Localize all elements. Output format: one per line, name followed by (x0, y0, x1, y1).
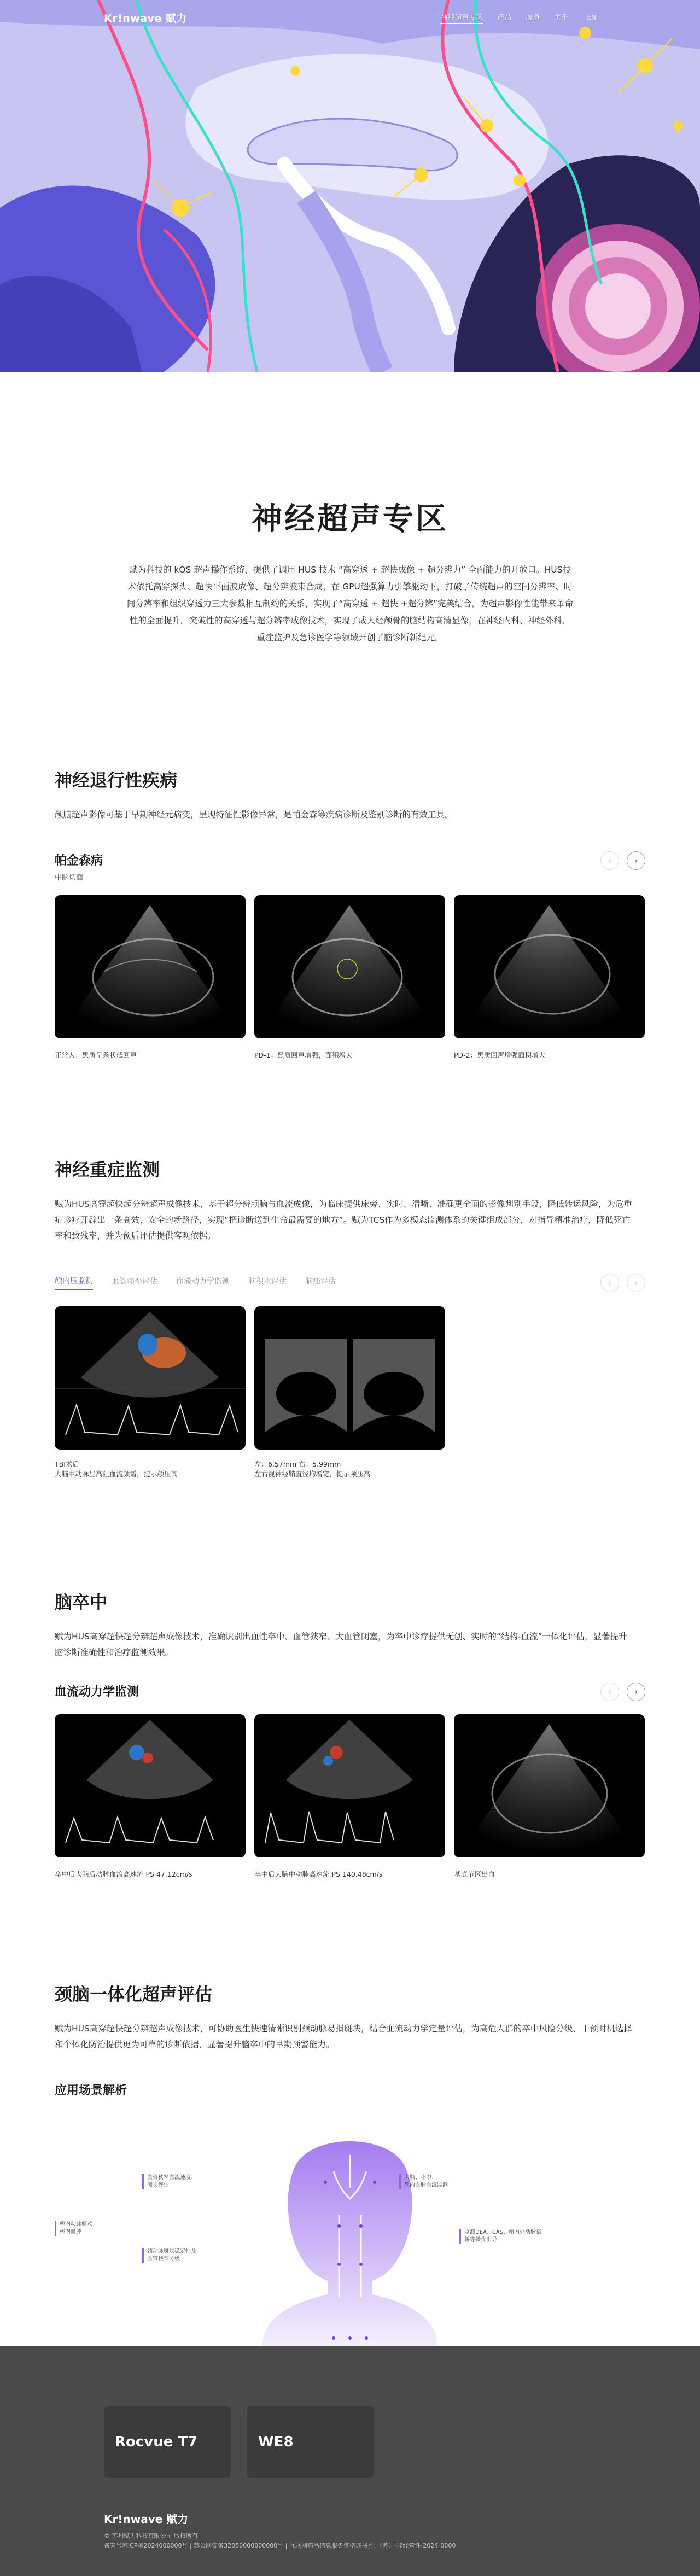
image-caption: 卒中后大脑后动脉血流高速流 PS 47.12cm/s (55, 1870, 192, 1878)
prev-arrow-icon[interactable]: ‹ (600, 1683, 619, 1701)
tab-bar (55, 1274, 645, 1292)
scenario-title: 应用场景解析 (55, 2084, 127, 2098)
scenario-label: 大脑、小中、 颅内血肿血流监测 (399, 2174, 448, 2189)
gallery-card[interactable] (55, 1714, 246, 1879)
ultrasound-image (55, 1714, 246, 1857)
nav-item-neuro[interactable]: 神经超声专区 (440, 11, 483, 24)
gallery-card[interactable] (254, 1714, 445, 1879)
gallery-card[interactable] (254, 895, 445, 1060)
product-name: Rocvue T7 (115, 2434, 198, 2450)
gallery-header (55, 1683, 645, 1701)
scenario-label: 血管狭窄血流速度、 侧支评估 (142, 2174, 196, 2189)
section-desc: 颅脑超声影像可基于早期神经元病变，呈现特征性影像异常，是帕金森等疾病诊断及鉴别诊断的有效工具。 (55, 810, 453, 820)
critical-section (55, 1060, 645, 1479)
nav-item-services[interactable]: 服务 (526, 13, 540, 22)
nav-item-products[interactable]: 产品 (497, 13, 512, 22)
ultrasound-image (454, 1714, 645, 1857)
neuro-section (55, 712, 645, 1060)
prev-arrow-icon[interactable]: ‹ (600, 1274, 619, 1292)
section-desc: 赋为HUS高穿超快超分辨超声成像技术，可协助医生快速清晰识别颈动脉易损斑块，结合血流动力学定量评估，为高危人群的卒中风险分级、干预时机选择和个体化防治提供更为可靠的诊断依据，显著提升脑卒中的早期预警能力。 (55, 2024, 632, 2049)
intro-section (0, 372, 700, 712)
scenario-label: 颅内动脉瘤及 颅内血肿 (55, 2221, 92, 2236)
image-caption: 左：6.57mm 右：5.99mm 左右视神经鞘直径均增宽，提示颅压高 (254, 1460, 371, 1478)
image-gallery (55, 1306, 645, 1479)
hero-banner (0, 0, 700, 372)
section-title: 神经重症监测 (55, 1159, 160, 1180)
tab-hydrocephalus[interactable]: 脑积水评估 (248, 1277, 287, 1286)
image-caption: 卒中后大脑中动脉高速流 PS 140.48cm/s (254, 1870, 383, 1878)
footer (0, 2346, 700, 2576)
product-card-rocvue[interactable] (104, 2406, 231, 2478)
application-scenario-diagram (55, 2122, 645, 2346)
scenario-header (55, 2081, 645, 2098)
ultrasound-image (254, 1306, 445, 1450)
top-navigation (0, 0, 700, 35)
tab-hemodynamics[interactable]: 血流动力学监测 (176, 1277, 230, 1286)
ultrasound-image (55, 1306, 246, 1450)
gallery-card[interactable] (454, 1714, 645, 1879)
section-title: 脑卒中 (55, 1592, 108, 1613)
gallery-card[interactable] (55, 895, 246, 1060)
gallery-subtitle: 中脑切面 (55, 874, 84, 882)
image-gallery (55, 895, 645, 1060)
footer-logo[interactable]: Kr!nwave 赋力 (104, 2513, 189, 2526)
scenario-label: 颈动脉斑块稳定性及 血管狭窄分级 (142, 2248, 196, 2263)
page-title: 神经超声专区 (252, 501, 448, 537)
ultrasound-image (55, 895, 246, 1038)
next-arrow-icon[interactable]: › (627, 1274, 645, 1292)
language-switch[interactable]: EN (587, 14, 596, 21)
image-gallery (55, 1714, 645, 1879)
brain-illustration (0, 0, 700, 372)
product-card-we8[interactable] (247, 2406, 374, 2478)
gallery-title: 血流动力学监测 (55, 1685, 139, 1699)
nav-menu (440, 11, 568, 24)
brand-logo[interactable]: Kr!nwave 赋力 (104, 12, 188, 25)
gallery-title: 帕金森病 (55, 854, 103, 868)
gallery-card[interactable] (454, 895, 645, 1060)
stroke-section (55, 1479, 645, 1879)
ultrasound-image (254, 1714, 445, 1857)
nav-item-about[interactable]: 关于 (554, 13, 569, 22)
footer-copyright: © 苏州赋力科技有限公司 版权所有 备案号苏ICP备2024000000号 | 苏公网安备32050000000000号 | 互联网药品信息服务资格证书号：（苏）-非经营性-2024-0000 (104, 2532, 456, 2549)
image-caption: 正常人：黑质呈条状低回声 (55, 1051, 137, 1059)
section-title: 颈脑一体化超声评估 (55, 1984, 213, 2005)
ultrasound-image (454, 895, 645, 1038)
image-caption: PD-2：黑质回声增强面积增大 (454, 1051, 546, 1059)
human-body-figure (55, 2122, 645, 2346)
image-caption: PD-1：黑质回声增强，面积增大 (254, 1051, 353, 1059)
ultrasound-image (254, 895, 445, 1038)
tab-herniation[interactable]: 脑疝评估 (305, 1277, 336, 1286)
gallery-card[interactable] (254, 1306, 445, 1479)
image-caption: TBI术后 大脑中动脉呈高阻血流频谱，提示颅压高 (55, 1460, 178, 1478)
section-title: 神经退行性疾病 (55, 770, 178, 791)
carotid-section (55, 1879, 645, 2346)
tab-icp[interactable]: 颅内压监测 (55, 1275, 93, 1290)
gallery-header (55, 851, 645, 882)
intro-text: 赋为科技的 kOS 超声操作系统，提供了调用 HUS 技术 “高穿透 + 超快成像 + 超分辨力” 全面能力的开放口。HUS技术依托高穿探头、超快平面波成像、超分辨波束合成，在 GPU超强算力引擎驱动下，打破了传统超声的空间分辨率、时间分辨率和组织穿透力三大参数相互制约的关系，实现了“高穿透 + 超快 +超分辨”完美结合，为超声影像性能带来革命性的全面提升。突破性的高穿透与超分辨率成像技术，实现了成人经颅骨的脑结构高清显像，在神经内科、神经外科、重症监护及急诊医学等领域开创了脑诊断新纪元。 (126, 565, 574, 642)
tab-vasospasm[interactable]: 血管痉挛评估 (112, 1277, 158, 1286)
section-desc: 赋为HUS高穿超快超分辨超声成像技术，准确识别出血性卒中、血管狭窄、大血管闭塞，为卒中诊疗提供无创、实时的“结构-血流”一体化评估，显著提升脑诊断准确性和治疗监测效果。 (55, 1632, 627, 1657)
next-arrow-icon[interactable]: › (627, 1683, 645, 1701)
scenario-label: 监测DEA、CAS、颅内外动脉搭 桥等操作引导 (459, 2229, 541, 2244)
image-caption: 基底节区出血 (454, 1870, 495, 1878)
product-name: WE8 (258, 2434, 294, 2450)
gallery-card[interactable] (55, 1306, 246, 1479)
next-arrow-icon[interactable]: › (627, 851, 645, 870)
section-desc: 赋为HUS高穿超快超分辨超声成像技术，基于超分辨颅脑与血流成像，为临床提供床旁、实时、清晰、准确更全面的影像判别手段，降低转运风险，为危重症诊疗开辟出一条高效、安全的新路径，实现“把诊断送到生命最需要的地方”。赋为TCS作为多模态监测体系的关键组成部分，对指导精准治疗，降低死亡率和致残率，并为预后评估提供客观依据。 (55, 1199, 632, 1241)
prev-arrow-icon[interactable]: ‹ (600, 851, 619, 870)
